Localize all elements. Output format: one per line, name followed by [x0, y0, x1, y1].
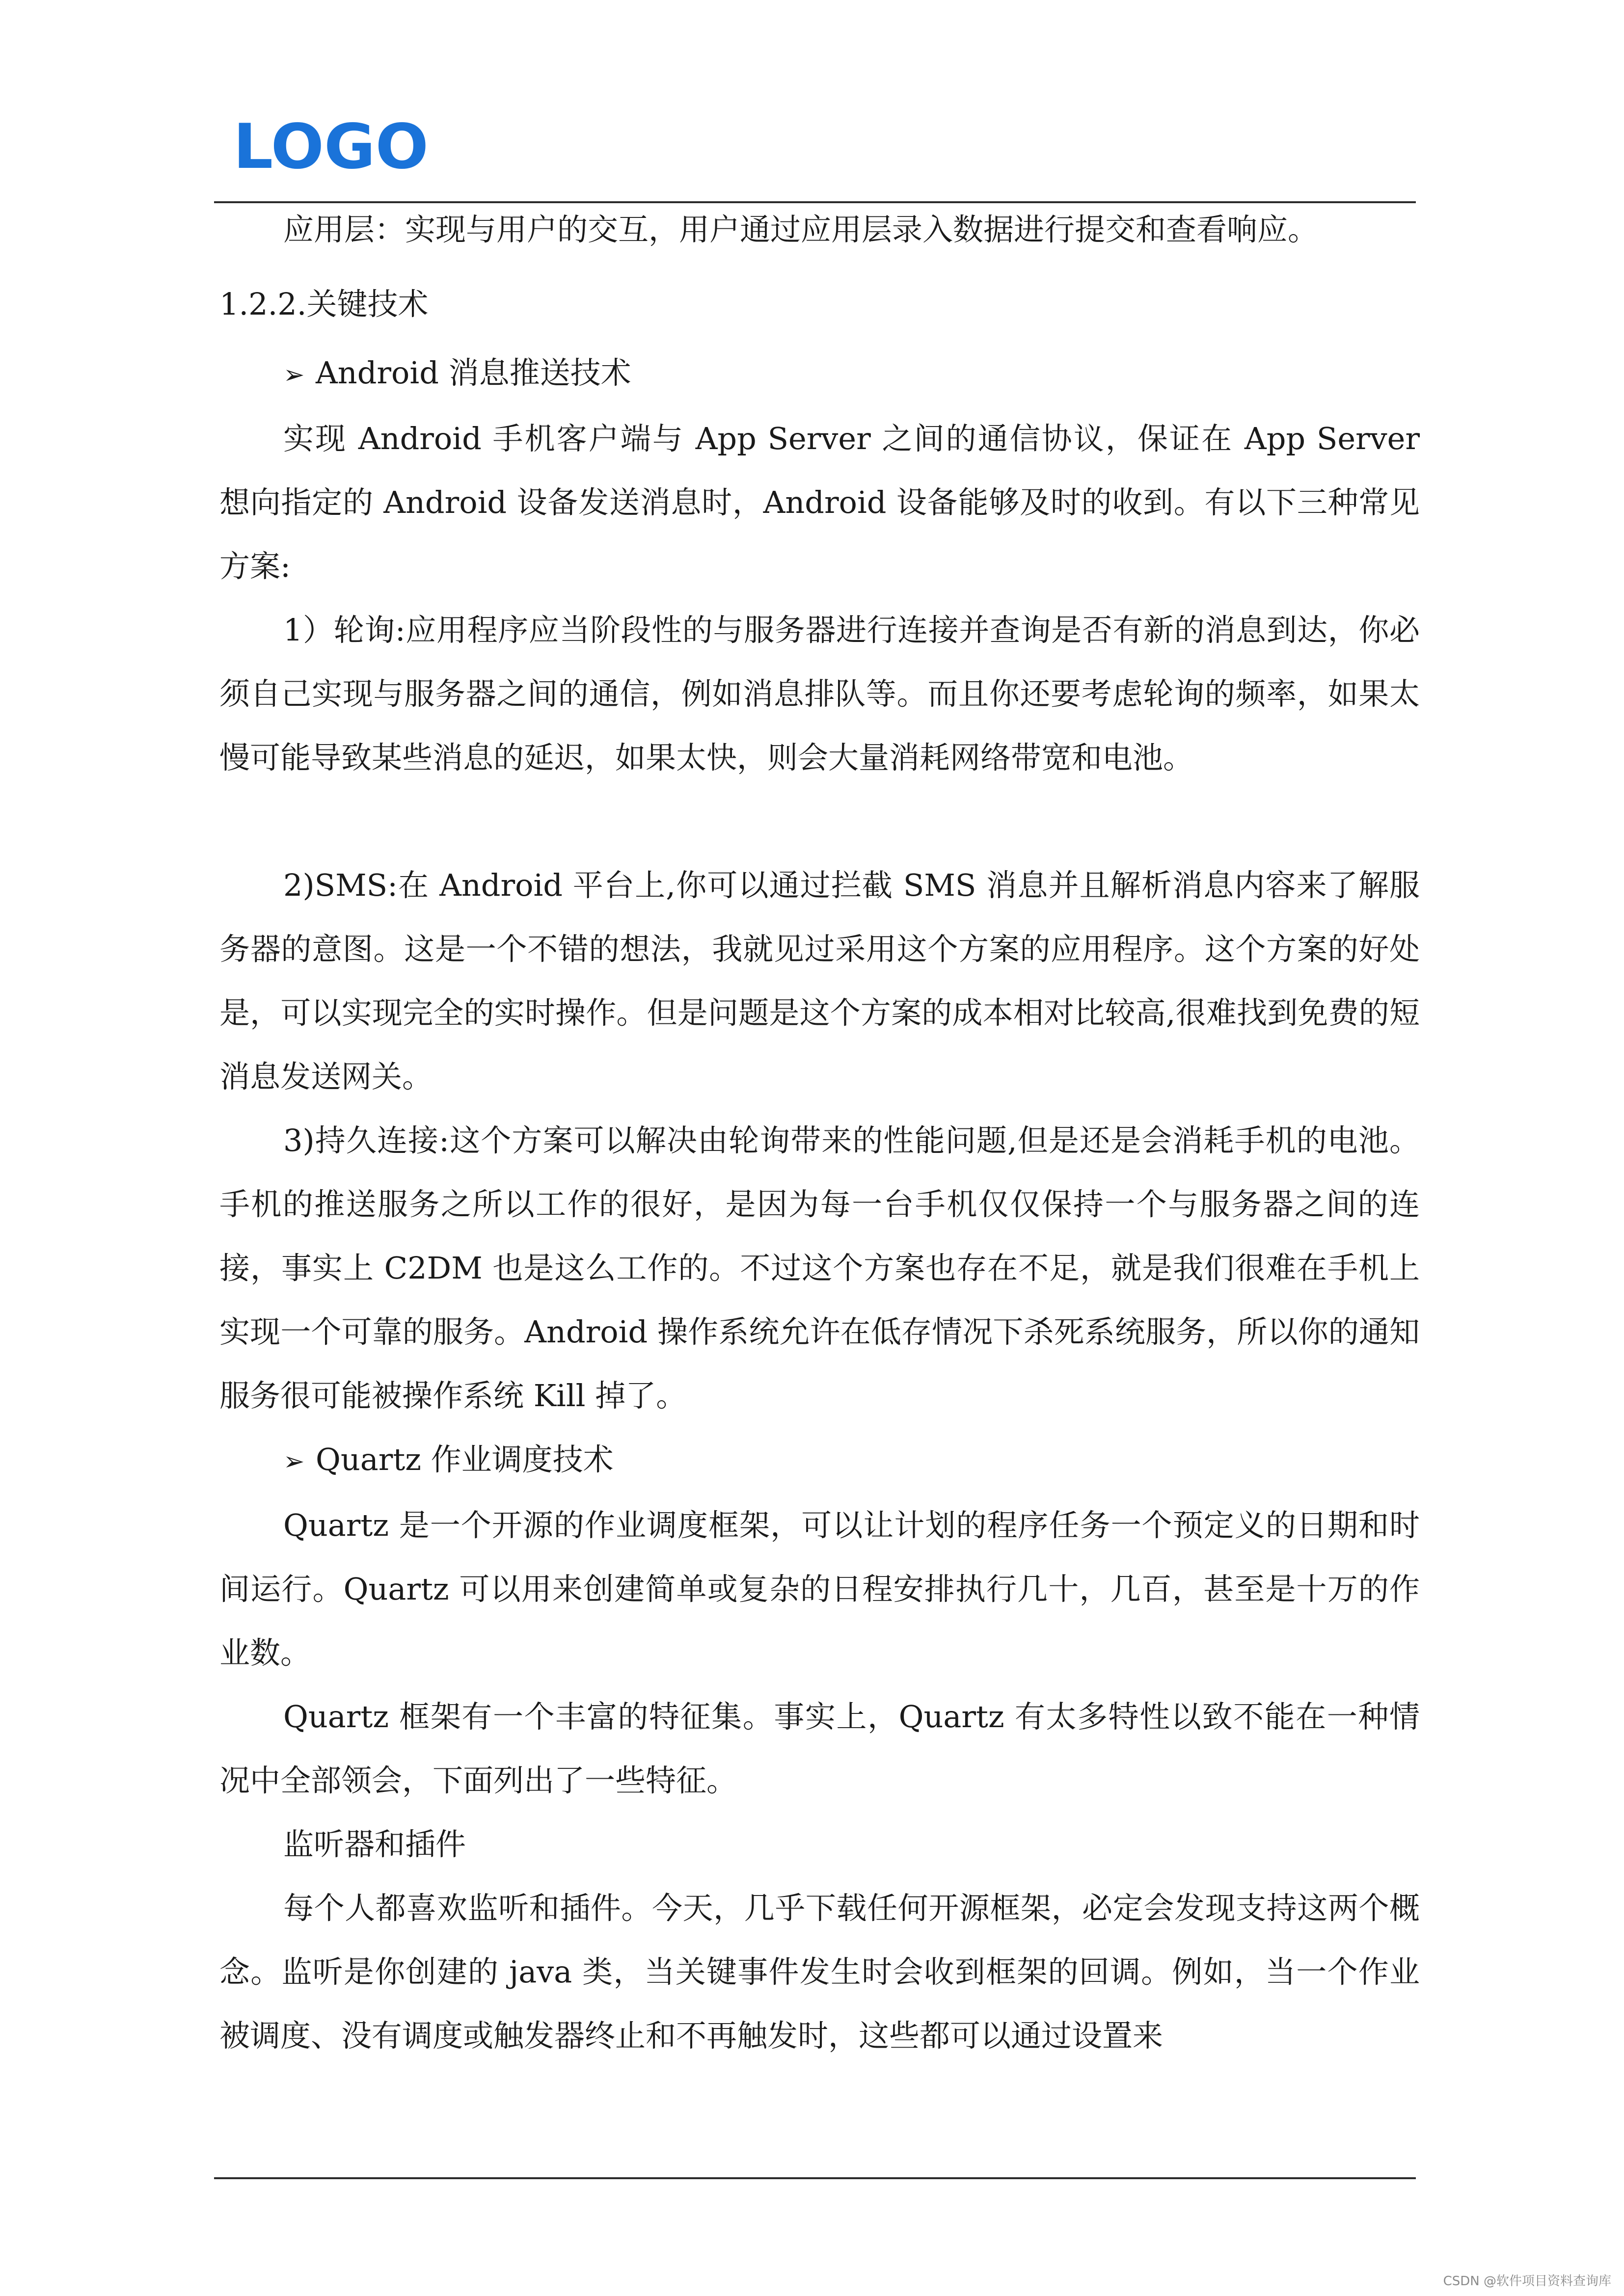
paragraph-listeners: 每个人都喜欢监听和插件。今天，几乎下载任何开源框架，必定会发现支持这两个概念。监听是你创建的 java 类，当关键事件发生时会收到框架的回调。例如，当一个作业被调度、没有调度或触发器终止和不再触发时，这些都可以通过设置来: [219, 1890, 1420, 2054]
paragraph-protocol: 实现 Android 手机客户端与 App Server 之间的通信协议，保证在 App Server 想向指定的 Android 设备发送消息时，Android 设备能够及时的收到。有以下三种常见方案:: [219, 421, 1420, 584]
paragraph-persistent-connection: 3)持久连接:这个方案可以解决由轮询带来的性能问题,但是还是会消耗手机的电池。手机的推送服务之所以工作的很好，是因为每一台手机仅仅保持一个与服务器之间的连接，事实上 C2DM 也是这么工作的。不过这个方案也存在不足，就是我们很难在手机上实现一个可靠的服务。Android 操作系统允许在低存情况下杀死系统服务，所以你的通知服务很可能被操作系统 Kill 掉了。: [219, 1122, 1420, 1414]
logo: [233, 117, 430, 176]
bullet-arrow-icon: ➢: [283, 1447, 305, 1476]
paragraph-quartz-features: Quartz 框架有一个丰富的特征集。事实上，Quartz 有太多特性以致不能在一种情况中全部领会，下面列出了一些特征。: [219, 1699, 1420, 1798]
paragraph-application-layer: 应用层：实现与用户的交互，用户通过应用层录入数据进行提交和查看响应。: [283, 212, 1319, 247]
paragraph-quartz-intro: Quartz 是一个开源的作业调度框架，可以让计划的程序任务一个预定义的日期和时间运行。Quartz 可以用来创建简单或复杂的日程安排执行几十，几百，甚至是十万的作业数。: [219, 1507, 1420, 1671]
paragraph-listeners-heading: 监听器和插件: [283, 1826, 466, 1862]
logo-text: LOGO: [233, 117, 429, 176]
paragraph-sms: 2)SMS:在 Android 平台上,你可以通过拦截 SMS 消息并且解析消息内容来了解服务器的意图。这是一个不错的想法，我就见过采用这个方案的应用程序。这个方案的好处是，可以实现完全的实时操作。但是问题是这个方案的成本相对比较高,很难找到免费的短消息发送网关。: [219, 867, 1420, 1095]
logo-graphic: [233, 117, 430, 176]
paragraph-polling: 1）轮询:应用程序应当阶段性的与服务器进行连接并查询是否有新的消息到达，你必须自己实现与服务器之间的通信，例如消息排队等。而且你还要考虑轮询的频率，如果太慢可能导致某些消息的延迟，如果太快，则会大量消耗网络带宽和电池。: [219, 612, 1420, 775]
document-body: [219, 198, 1420, 2068]
section-heading: 1.2.2.关键技术: [219, 286, 429, 322]
bullet-quartz: [219, 1428, 1420, 1494]
bullet-label: Quartz 作业调度技术: [316, 1442, 614, 1477]
watermark: CSDN @软件项目资料查询库: [1443, 2274, 1611, 2289]
footer-rule: [214, 2177, 1416, 2179]
bullet-android-push: [219, 341, 1420, 407]
bullet-arrow-icon: ➢: [283, 360, 305, 390]
bullet-label: Android 消息推送技术: [316, 355, 631, 391]
blank-line: [219, 790, 1420, 854]
